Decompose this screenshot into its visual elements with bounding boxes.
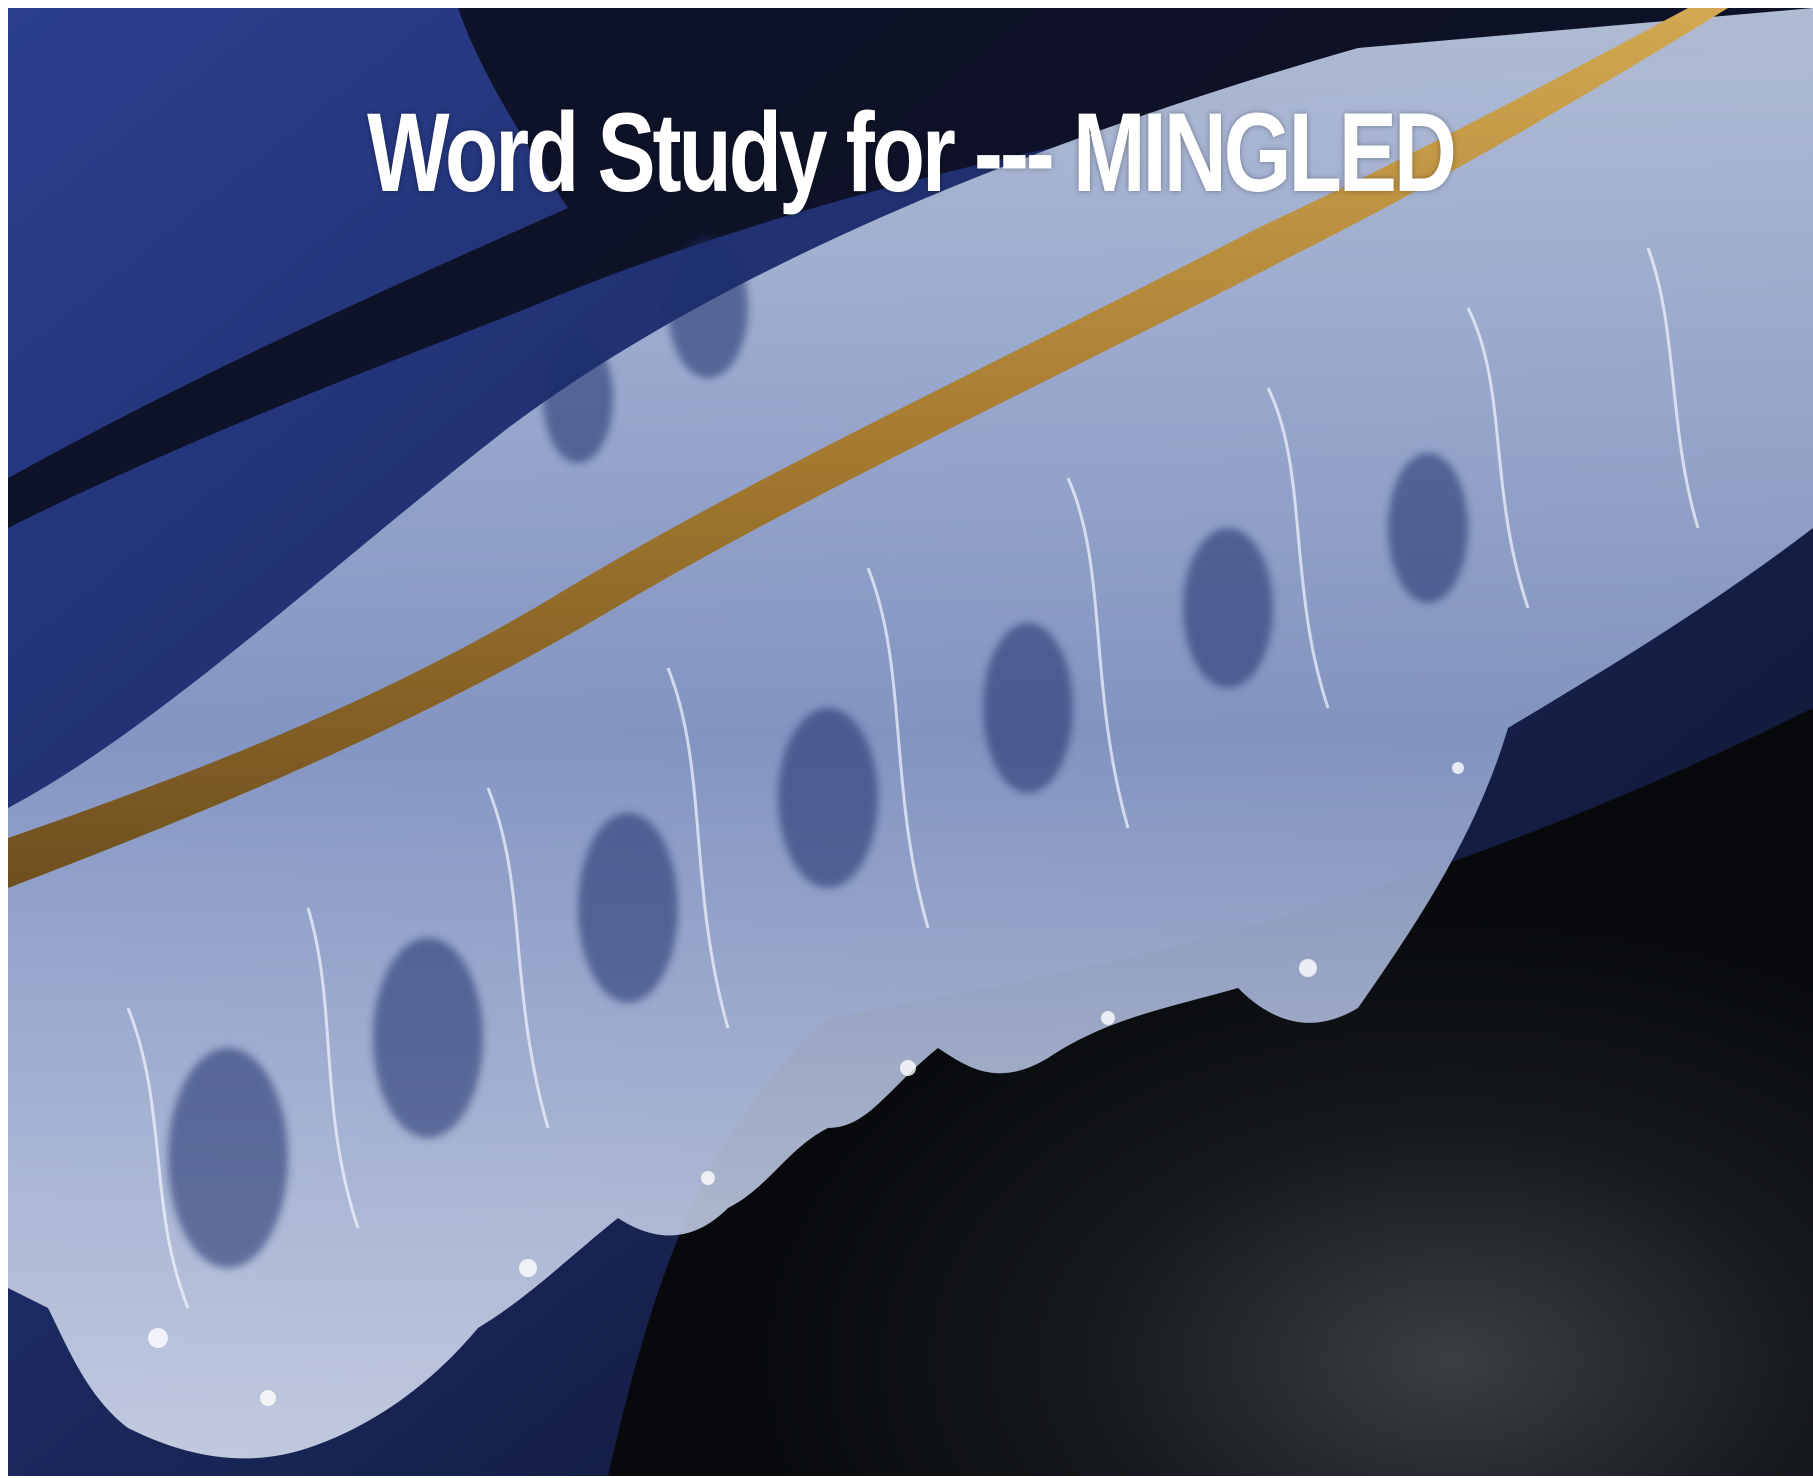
ice-photo <box>8 8 1813 1476</box>
page-title: Word Study for --- MINGLED <box>367 90 1454 215</box>
image-frame <box>8 8 1813 1476</box>
